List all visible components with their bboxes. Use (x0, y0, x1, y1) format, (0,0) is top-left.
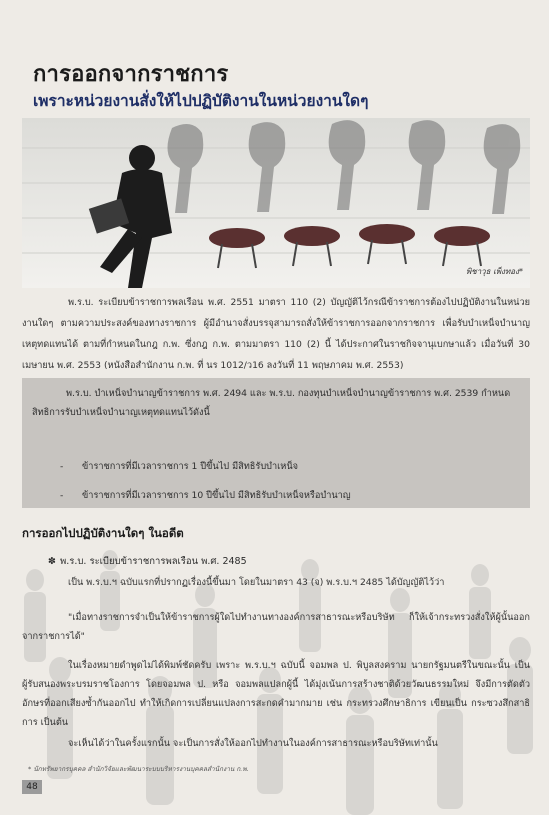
body-paragraph: จะเห็นได้ว่าในครั้งแรกนั้น จะเป็นการสั่งให้ออกไปทำงานในองค์การสาธารณะหรือบริษัทเท่านั้น (68, 738, 438, 749)
quote-paragraph: "เมื่อทางราชการจำเป็นให้ข้าราชการผู้ใดไปทำงานทางองค์การสาธารณะหรือบริษัท ก็ให้เจ้ากระทรวงสั่งให้ผู้นั้นออกจากราชการได้" (22, 612, 530, 642)
footnote: * นักทรัพยากรบุคคล สำนักวิจัยและพัฒนาระบบบริหารงานบุคคลสำนักงาน ก.พ. (28, 765, 249, 773)
hero-illustration (22, 118, 530, 288)
info-box-text: พ.ร.บ. บำเหน็จบำนาญข้าราชการ พ.ศ. 2494 และ พ.ร.บ. กองทุนบำเหน็จบำนาญข้าราชการ พ.ศ. 2539 กำหนดสิทธิการรับบำเหน็จบำนาญเหตุทดแทนไว้ดังนี้ (32, 388, 511, 418)
info-box-item: - ข้าราชการที่มีเวลาราชการ 1 ปีขึ้นไป มีสิทธิรับบำเหน็จ (60, 461, 299, 472)
bullet-icon: ✽ (48, 556, 56, 567)
page-subtitle: เพราะหน่วยงานสั่งให้ไปปฏิบัติงานในหน่วยงานใดๆ (33, 92, 369, 110)
act-heading: ✽ พ.ร.บ. ระเบียบข้าราชการพลเรือน พ.ศ. 2485 (48, 556, 247, 567)
info-box (22, 378, 530, 508)
body-paragraph: ในเรื่องหมายดำพูดไม่ได้พิมพ์ชัดครับ เพราะ พ.ร.บ.ฯ ฉบับนี้ จอมพล ป. พิบูลสงคราม นายกรัฐมนตรีในขณะนั้น เป็นผู้รับสนองพระบรมราชโองการ โดยจอมพล ป. หรือ จอมพลแปลกผู้นี้ ได้มุ่งเน้นการสร้างชาติด้วยวัฒนธรรมใหม่ จึงมีการตัดตัวอักษรที่ออกเสียงซ้ำกันออกไป ทำให้เกิดการเปลี่ยนแปลงการสะกดคำมากมาย เช่น กระทรวงศึกษาธิการ เขียนเป็น กระซวงสึกสาธิการ เป็นต้น (22, 660, 530, 728)
intro-paragraph: พ.ร.บ. ระเบียบข้าราชการพลเรือน พ.ศ. 2551 มาตรา 110 (2) บัญญัติไว้กรณีข้าราชการต้องไปปฏิบัติงานในหน่วยงานใดๆ ตามความประสงค์ของทางราชการ ผู้มีอำนาจสั่งบรรจุสามารถสั่งให้ข้าราชการออกจากราชการ เพื่อรับบำเหน็จบำนาญเหตุทดแทนได้ ตามที่กำหนดในกฎ ก.พ. ซึ่งกฎ ก.พ. ตามมาตรา 110 (2) นี้ ได้ประกาศในราชกิจจานุเบกษาแล้ว เมื่อวันที่ 30 เมษายน พ.ศ. 2553 (หนังสือสำนักงาน ก.พ. ที่ นร 1012/ว16 ลงวันที่ 11 พฤษภาคม พ.ศ. 2553) (22, 297, 530, 371)
body-paragraph: เป็น พ.ร.บ.ฯ ฉบับแรกที่ปรากฏเรื่องนี้ขึ้นมา โดยในมาตรา 43 (จ) พ.ร.บ.ฯ 2485 ได้บัญญัติไว้ว่า (68, 577, 445, 588)
page-title: การออกจากราชการ (33, 62, 229, 87)
page-number: 48 (22, 780, 42, 794)
photo-credit: พิชาวุธ เพ็งทอง* (465, 267, 523, 276)
info-box-item: - ข้าราชการที่มีเวลาราชการ 10 ปีขึ้นไป มีสิทธิรับบำเหน็จหรือบำนาญ (60, 490, 351, 501)
section-heading: การออกไปปฏิบัติงานใดๆ ในอดีต (22, 526, 184, 540)
